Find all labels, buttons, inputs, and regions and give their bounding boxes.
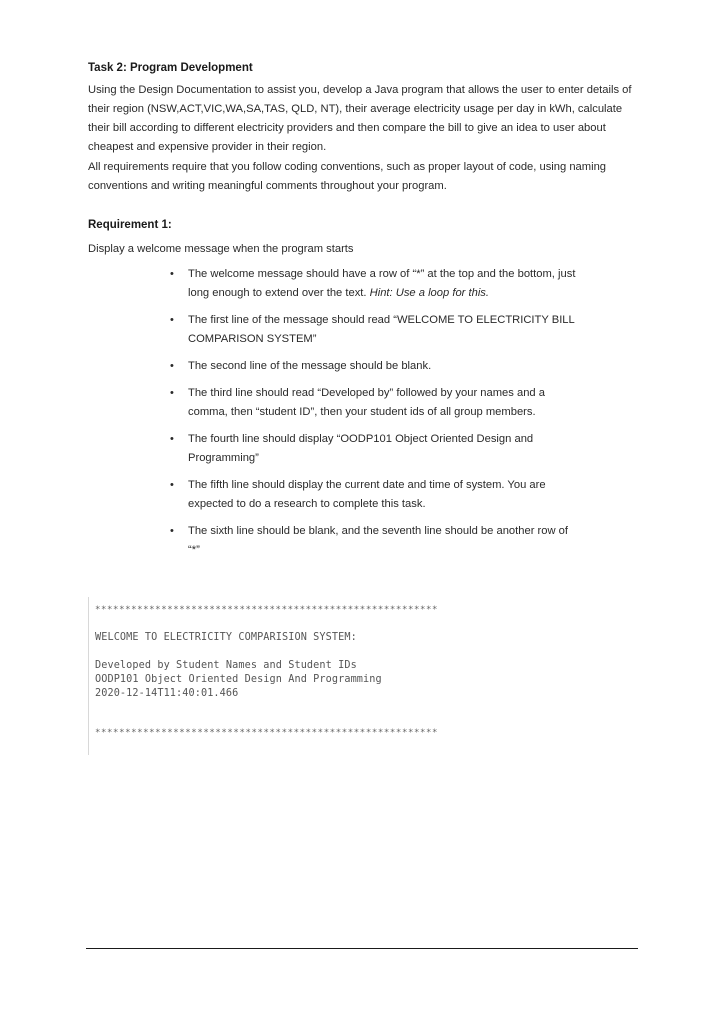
- task-heading: Task 2: Program Development: [88, 62, 253, 74]
- bullet-text: The welcome message should have a row of “*” at the top and the bottom, just long enough to extend over the text.: [188, 268, 576, 299]
- console-welcome-line: WELCOME TO ELECTRICITY COMPARISION SYSTEM:: [95, 632, 357, 643]
- bullet-dot-icon: •: [170, 479, 174, 491]
- bullet-text: The second line of the message should be blank.: [188, 360, 432, 372]
- bullet-item: [160, 357, 580, 376]
- bullet-item: [160, 476, 580, 514]
- bullet-dot-icon: •: [170, 360, 174, 372]
- bullet-text: The fifth line should display the current date and time of system. You are expected to do a research to complete this task.: [188, 479, 546, 510]
- bullet-hint: Hint: Use a loop for this.: [369, 287, 490, 299]
- requirement-1-heading: Requirement 1:: [88, 219, 172, 231]
- bullet-text: The first line of the message should read “WELCOME TO ELECTRICITY BILL COMPARISON SYSTEM”: [188, 314, 575, 345]
- console-course-line: OODP101 Object Oriented Design And Programming: [95, 674, 382, 685]
- bullet-item: [160, 430, 580, 468]
- bullet-dot-icon: •: [170, 268, 174, 280]
- bullet-item: [160, 384, 580, 422]
- bullet-text: The sixth line should be blank, and the seventh line should be another row of “*”: [188, 525, 569, 556]
- footer-divider: [86, 948, 638, 949]
- bullet-item: [160, 311, 580, 349]
- console-developed-line: Developed by Student Names and Student IDs: [95, 660, 357, 671]
- requirement-1-bullet-list: [160, 265, 580, 568]
- bullet-dot-icon: •: [170, 525, 174, 537]
- bullet-dot-icon: •: [170, 433, 174, 445]
- console-star-row-bottom: *********************************************************: [95, 728, 439, 738]
- bullet-item: [160, 522, 580, 560]
- task-description-paragraph: Using the Design Documentation to assist you, develop a Java program that allows the user to enter details of their region (NSW,ACT,VIC,WA,SA,TAS, QLD, NT), their average electricity usage per day in kWh, calculate their bill according to different electricity providers and then compare the bill to give an idea to user about cheapest and expensive provider in their region.: [88, 84, 632, 153]
- bullet-dot-icon: •: [170, 314, 174, 326]
- bullet-item: [160, 265, 580, 303]
- requirement-1-intro: Display a welcome message when the program starts: [88, 243, 354, 255]
- bullet-dot-icon: •: [170, 387, 174, 399]
- console-datetime-line: 2020-12-14T11:40:01.466: [95, 688, 239, 699]
- console-output-screenshot: [88, 597, 559, 755]
- bullet-text: The third line should read “Developed by” followed by your names and a comma, then “student ID”, then your student ids of all group members.: [188, 387, 545, 418]
- console-star-row-top: *********************************************************: [95, 605, 439, 615]
- coding-conventions-paragraph: All requirements require that you follow coding conventions, such as proper layout of code, using naming conventions and writing meaningful comments throughout your program.: [88, 161, 607, 192]
- bullet-text: The fourth line should display “OODP101 Object Oriented Design and Programming”: [188, 433, 534, 464]
